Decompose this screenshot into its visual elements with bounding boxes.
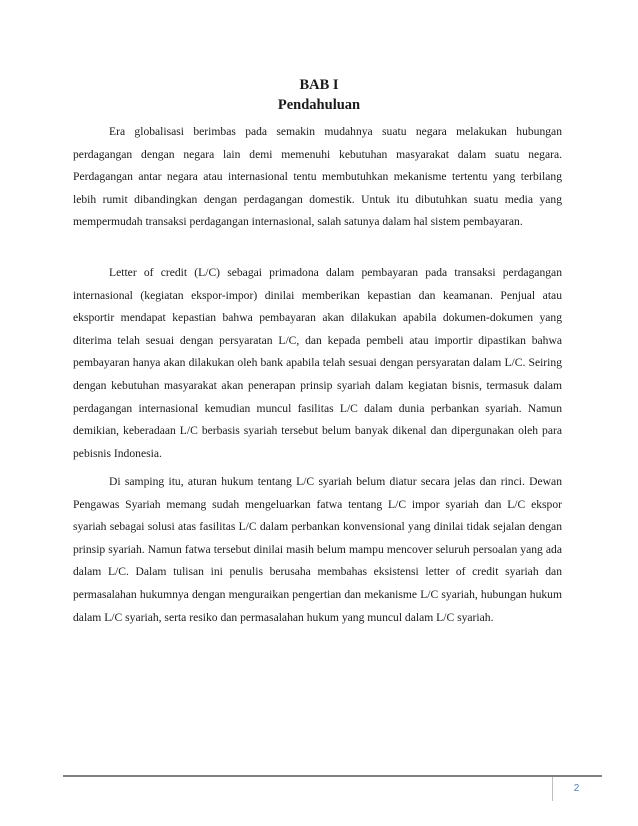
chapter-title: Pendahuluan bbox=[277, 97, 361, 113]
paragraph-1: Era globalisasi berimbas pada semakin mudahnya suatu negara melakukan hubungan perdagangan dengan negara lain demi memenuhi kebutuhan masyarakat dalam suatu negara. Perdagangan antar negara atau internasional tentu membutuhkan mekanisme tertentu yang terbilang lebih rumit dibandingkan dengan perdagangan domestik. Untuk itu dibutuhkan suatu media yang mempermudah transaksi perdagangan internasional, salah satunya dalam hal sistem pembayaran. bbox=[73, 125, 562, 229]
chapter-number: BAB I bbox=[299, 77, 339, 93]
paragraph-2: Letter of credit (L/C) sebagai primadona dalam pembayaran pada transaksi perdagangan internasional (kegiatan ekspor-impor) dinilai memberikan kepastian dan keamanan. Penjual atau eksportir mendapat kepastian bahwa pembayaran akan dilakukan apabila dokumen-dokumen yang diterima telah sesuai dengan persyaratan L/C, dan kepada pembeli atau importir dipastikan bahwa pembayaran hanya akan dilakukan oleh bank apabila telah sesuai dengan persyaratan dalam L/C. Seiring dengan kebutuhan masyarakat akan penerapan prinsip syariah dalam kegiatan bisnis, termasuk dalam perdagangan internasional kemudian muncul fasilitas L/C dalam dunia perbankan syariah. Namun demikian, keberadaan L/C berbasis syariah tersebut belum banyak dikenal dan dipergunakan oleh para pebisnis Indonesia. bbox=[73, 266, 562, 460]
page-number: 2 bbox=[552, 777, 600, 801]
paragraph-3: Di samping itu, aturan hukum tentang L/C syariah belum diatur secara jelas dan rinci. Dewan Pengawas Syariah memang sudah mengeluarkan fatwa tentang L/C impor syariah dan L/C ekspor syariah sebagai solusi atas fasilitas L/C dalam perbankan konvensional yang dinilai tidak sejalan dengan prinsip syariah. Namun fatwa tersebut dinilai masih belum mampu mencover seluruh persoalan yang ada dalam L/C. Dalam tulisan ini penulis berusaha membahas eksistensi letter of credit syariah dan permasalahan hukumnya dengan menguraikan pengertian dan mekanisme L/C syariah, hubungan hukum dalam L/C syariah, serta resiko dan permasalahan hukum yang muncul dalam L/C syariah. bbox=[73, 475, 562, 624]
footer-rule bbox=[63, 775, 602, 777]
